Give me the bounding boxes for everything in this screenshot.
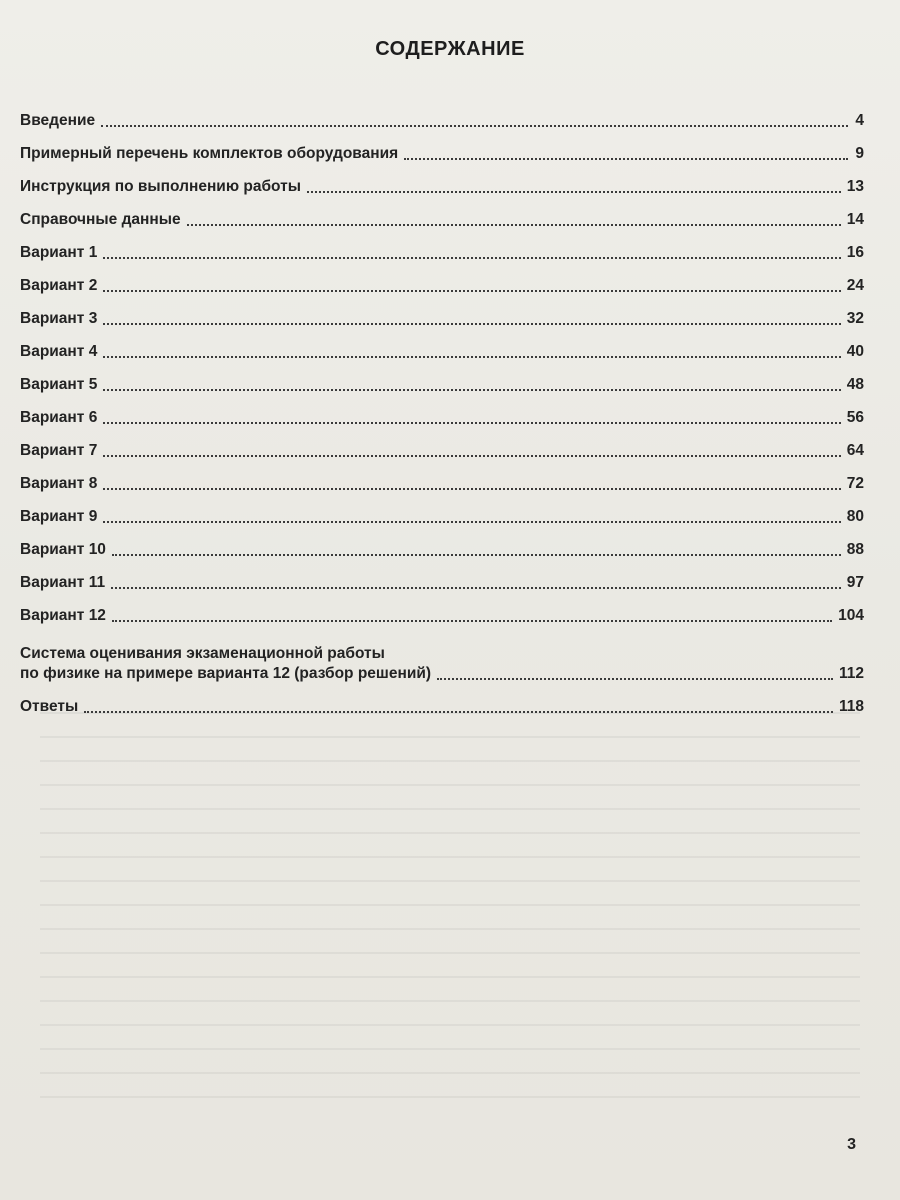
toc-entry-page: 88 (846, 541, 864, 558)
toc-entry-variant-10[interactable] (20, 527, 864, 560)
toc-leader-dots (307, 190, 841, 193)
toc-entry-equipment-list[interactable] (20, 131, 864, 164)
toc-entry-label: Вариант 5 (20, 376, 98, 393)
toc-entry-page: 97 (846, 574, 864, 591)
page-number: 3 (847, 1136, 856, 1153)
toc-entry-label: Вариант 7 (20, 442, 98, 459)
toc-leader-dots (112, 619, 832, 622)
toc-entry-reference-data[interactable] (20, 197, 864, 230)
toc-entry-variant-5[interactable] (20, 362, 864, 395)
toc-leader-dots (103, 487, 840, 490)
toc-leader-dots (103, 454, 840, 457)
toc-entry-variant-6[interactable] (20, 395, 864, 428)
toc-entry-label: Вариант 1 (20, 244, 98, 261)
toc-entry-page: 24 (846, 277, 864, 294)
page-title: СОДЕРЖАНИЕ (375, 38, 525, 60)
toc-entry-variant-12[interactable] (20, 593, 864, 626)
toc-entry-variant-4[interactable] (20, 329, 864, 362)
toc-entry-label: Инструкция по выполнению работы (20, 178, 301, 195)
toc-entry-variant-8[interactable] (20, 461, 864, 494)
toc-entry-page: 4 (855, 112, 864, 129)
toc-entry-variant-9[interactable] (20, 494, 864, 527)
toc-leader-dots (103, 388, 840, 391)
toc-entry-label (20, 644, 431, 684)
toc-entry-label: Вариант 10 (20, 541, 106, 558)
toc-entry-page: 13 (846, 178, 864, 195)
toc-entry-label: Введение (20, 112, 96, 129)
toc-entry-page: 104 (838, 607, 864, 624)
toc-entry-page: 72 (846, 475, 864, 492)
toc-entry-introduction[interactable] (20, 98, 864, 131)
toc-entry-label: Примерный перечень комплектов оборудования (20, 145, 399, 162)
toc-leader-dots (112, 553, 841, 556)
toc-entry-grading-system[interactable] (20, 626, 864, 684)
toc-entry-variant-2[interactable] (20, 263, 864, 296)
bleed-through-text (40, 690, 860, 1110)
toc-entry-page: 16 (846, 244, 864, 261)
toc-leader-dots (103, 322, 840, 325)
toc-entry-label: Ответы (20, 698, 79, 715)
toc-entry-variant-11[interactable] (20, 560, 864, 593)
toc-leader-dots (103, 289, 840, 292)
toc-entry-variant-3[interactable] (20, 296, 864, 329)
toc-entry-label: Вариант 6 (20, 409, 98, 426)
toc-entry-page: 64 (846, 442, 864, 459)
toc-leader-dots (84, 710, 833, 713)
toc-entry-label: Вариант 3 (20, 310, 98, 327)
toc-entry-label: Вариант 2 (20, 277, 98, 294)
toc-leader-dots (103, 520, 840, 523)
toc-entry-page: 80 (846, 508, 864, 525)
toc-entry-variant-1[interactable] (20, 230, 864, 263)
toc-entry-page: 118 (838, 698, 864, 715)
toc-entry-answers[interactable] (20, 684, 864, 717)
toc-leader-dots (187, 223, 841, 226)
toc-leader-dots (404, 157, 848, 160)
toc-leader-dots (437, 677, 833, 680)
toc-entry-label: Вариант 9 (20, 508, 98, 525)
toc-entry-page: 56 (846, 409, 864, 426)
toc-entry-page: 9 (855, 145, 864, 162)
toc-entry-label: Вариант 8 (20, 475, 98, 492)
toc-entry-variant-7[interactable] (20, 428, 864, 461)
toc-entry-label: Вариант 4 (20, 343, 98, 360)
toc-entry-label-line-1: Система оценивания экзаменационной работы (20, 645, 385, 662)
toc-entry-page: 14 (846, 211, 864, 228)
toc-entry-instructions[interactable] (20, 164, 864, 197)
toc-leader-dots (103, 421, 840, 424)
toc-entry-label: Справочные данные (20, 211, 181, 228)
toc-entry-label: Вариант 11 (20, 574, 106, 591)
toc-leader-dots (111, 586, 841, 589)
toc-entry-page: 48 (846, 376, 864, 393)
toc-leader-dots (101, 124, 848, 127)
toc-entry-page: 112 (838, 665, 864, 682)
table-of-contents (20, 98, 864, 717)
toc-entry-page: 32 (846, 310, 864, 327)
toc-entry-page: 40 (846, 343, 864, 360)
toc-leader-dots (103, 355, 840, 358)
toc-entry-label: Вариант 12 (20, 607, 106, 624)
toc-leader-dots (103, 256, 840, 259)
toc-entry-label-line-2: по физике на примере варианта 12 (разбор решений) (20, 665, 432, 682)
